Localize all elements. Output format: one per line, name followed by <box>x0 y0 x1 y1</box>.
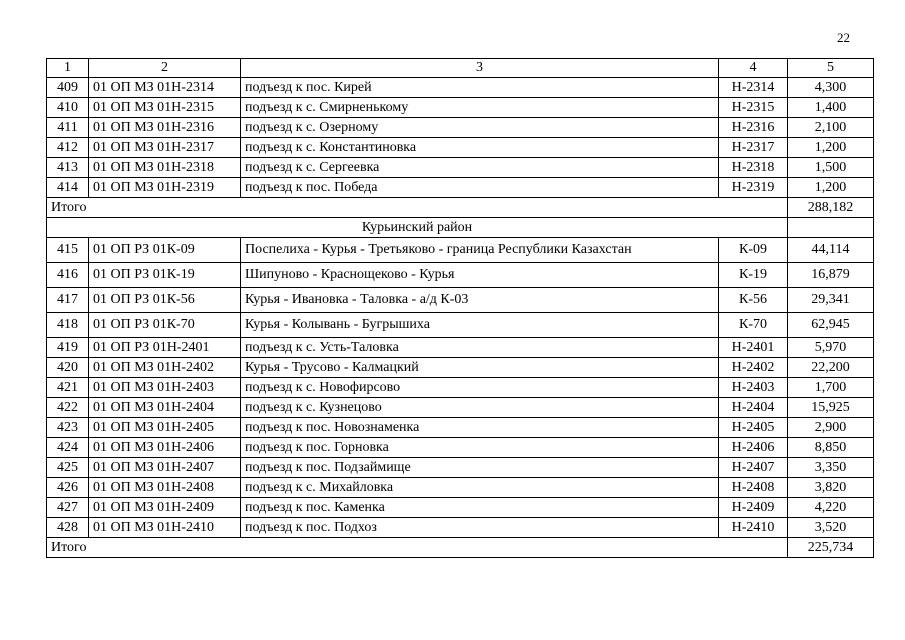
road-id-cell: 01 ОП МЗ 01Н-2407 <box>89 458 241 478</box>
column-header: 2 <box>89 59 241 78</box>
road-name-cell: подъезд к пос. Подхоз <box>241 518 719 538</box>
road-code-cell: Н-2410 <box>719 518 788 538</box>
table-row <box>47 438 874 458</box>
road-id-cell: 01 ОП РЗ 01К-56 <box>89 288 241 313</box>
road-name-cell: Шипуново - Краснощеково - Курья <box>241 263 719 288</box>
table-row <box>47 418 874 438</box>
road-code-cell: Н-2319 <box>719 178 788 198</box>
road-id-cell: 01 ОП МЗ 01Н-2316 <box>89 118 241 138</box>
road-name-cell: Поспелиха - Курья - Третьяково - граница Республики Казахстан <box>241 238 719 263</box>
row-number-cell: 420 <box>47 358 89 378</box>
column-header: 5 <box>788 59 874 78</box>
road-name-cell: Курья - Трусово - Калмацкий <box>241 358 719 378</box>
road-id-cell: 01 ОП МЗ 01Н-2409 <box>89 498 241 518</box>
road-id-cell: 01 ОП РЗ 01Н-2401 <box>89 338 241 358</box>
row-number-cell: 417 <box>47 288 89 313</box>
column-header: 1 <box>47 59 89 78</box>
road-length-cell: 2,100 <box>788 118 874 138</box>
row-number-cell: 414 <box>47 178 89 198</box>
table-row <box>47 458 874 478</box>
row-number-cell: 413 <box>47 158 89 178</box>
road-id-cell: 01 ОП МЗ 01Н-2403 <box>89 378 241 398</box>
table-header-row <box>47 59 874 78</box>
row-number-cell: 428 <box>47 518 89 538</box>
road-id-cell: 01 ОП РЗ 01К-19 <box>89 263 241 288</box>
total-value: 225,734 <box>788 538 874 558</box>
row-number-cell: 411 <box>47 118 89 138</box>
roads-table <box>46 58 874 558</box>
road-length-cell: 3,520 <box>788 518 874 538</box>
road-name-cell: подъезд к пос. Кирей <box>241 78 719 98</box>
road-code-cell: К-09 <box>719 238 788 263</box>
table-row <box>47 158 874 178</box>
road-id-cell: 01 ОП МЗ 01Н-2406 <box>89 438 241 458</box>
column-header: 3 <box>241 59 719 78</box>
road-name-cell: подъезд к с. Новофирсово <box>241 378 719 398</box>
road-name-cell: подъезд к пос. Подзаймище <box>241 458 719 478</box>
row-number-cell: 418 <box>47 313 89 338</box>
road-name-cell: Курья - Колывань - Бугрышиха <box>241 313 719 338</box>
table-row <box>47 478 874 498</box>
road-length-cell: 4,300 <box>788 78 874 98</box>
table-row <box>47 518 874 538</box>
road-name-cell: подъезд к с. Михайловка <box>241 478 719 498</box>
road-code-cell: Н-2403 <box>719 378 788 398</box>
table-row <box>47 98 874 118</box>
road-length-cell: 1,500 <box>788 158 874 178</box>
road-name-cell: подъезд к с. Константиновка <box>241 138 719 158</box>
row-number-cell: 425 <box>47 458 89 478</box>
road-name-cell: Курья - Ивановка - Таловка - а/д К-03 <box>241 288 719 313</box>
road-length-cell: 1,400 <box>788 98 874 118</box>
road-code-cell: К-19 <box>719 263 788 288</box>
road-length-cell: 16,879 <box>788 263 874 288</box>
road-code-cell: Н-2405 <box>719 418 788 438</box>
table-row <box>47 138 874 158</box>
road-id-cell: 01 ОП МЗ 01Н-2402 <box>89 358 241 378</box>
district-rows-bottom <box>47 238 874 538</box>
row-number-cell: 419 <box>47 338 89 358</box>
row-number-cell: 422 <box>47 398 89 418</box>
district-rows-top <box>47 78 874 198</box>
road-name-cell: подъезд к пос. Победа <box>241 178 719 198</box>
total-label: Итого <box>47 198 788 218</box>
road-code-cell: Н-2317 <box>719 138 788 158</box>
row-number-cell: 410 <box>47 98 89 118</box>
road-id-cell: 01 ОП РЗ 01К-09 <box>89 238 241 263</box>
road-code-cell: Н-2316 <box>719 118 788 138</box>
row-number-cell: 409 <box>47 78 89 98</box>
table-row <box>47 338 874 358</box>
road-length-cell: 29,341 <box>788 288 874 313</box>
table-row <box>47 263 874 288</box>
table-row <box>47 358 874 378</box>
road-id-cell: 01 ОП МЗ 01Н-2408 <box>89 478 241 498</box>
road-code-cell: Н-2314 <box>719 78 788 98</box>
road-id-cell: 01 ОП МЗ 01Н-2405 <box>89 418 241 438</box>
row-number-cell: 412 <box>47 138 89 158</box>
row-number-cell: 423 <box>47 418 89 438</box>
column-header: 4 <box>719 59 788 78</box>
road-code-cell: Н-2407 <box>719 458 788 478</box>
road-code-cell: Н-2315 <box>719 98 788 118</box>
road-name-cell: подъезд к пос. Новознаменка <box>241 418 719 438</box>
road-code-cell: К-56 <box>719 288 788 313</box>
road-id-cell: 01 ОП МЗ 01Н-2410 <box>89 518 241 538</box>
road-length-cell: 3,350 <box>788 458 874 478</box>
total-row <box>47 538 874 558</box>
table-row <box>47 178 874 198</box>
road-id-cell: 01 ОП МЗ 01Н-2318 <box>89 158 241 178</box>
total-value: 288,182 <box>788 198 874 218</box>
table-row <box>47 118 874 138</box>
road-code-cell: Н-2409 <box>719 498 788 518</box>
table-row <box>47 288 874 313</box>
road-length-cell: 1,700 <box>788 378 874 398</box>
table-row <box>47 238 874 263</box>
road-length-cell: 22,200 <box>788 358 874 378</box>
page-number: 22 <box>837 30 850 45</box>
road-code-cell: Н-2408 <box>719 478 788 498</box>
road-code-cell: Н-2404 <box>719 398 788 418</box>
road-length-cell: 15,925 <box>788 398 874 418</box>
road-length-cell: 3,820 <box>788 478 874 498</box>
road-length-cell: 5,970 <box>788 338 874 358</box>
road-id-cell: 01 ОП МЗ 01Н-2404 <box>89 398 241 418</box>
section-empty-cell <box>788 218 874 238</box>
road-id-cell: 01 ОП МЗ 01Н-2319 <box>89 178 241 198</box>
road-name-cell: подъезд к с. Озерному <box>241 118 719 138</box>
total-label: Итого <box>47 538 788 558</box>
table-row <box>47 313 874 338</box>
road-name-cell: подъезд к пос. Горновка <box>241 438 719 458</box>
road-length-cell: 44,114 <box>788 238 874 263</box>
road-length-cell: 8,850 <box>788 438 874 458</box>
road-code-cell: Н-2406 <box>719 438 788 458</box>
row-number-cell: 424 <box>47 438 89 458</box>
road-length-cell: 1,200 <box>788 178 874 198</box>
row-number-cell: 416 <box>47 263 89 288</box>
road-code-cell: Н-2401 <box>719 338 788 358</box>
total-row <box>47 198 874 218</box>
section-title: Курьинский район <box>47 218 788 238</box>
road-name-cell: подъезд к с. Кузнецово <box>241 398 719 418</box>
road-code-cell: Н-2318 <box>719 158 788 178</box>
road-code-cell: К-70 <box>719 313 788 338</box>
road-name-cell: подъезд к пос. Каменка <box>241 498 719 518</box>
road-id-cell: 01 ОП МЗ 01Н-2315 <box>89 98 241 118</box>
table-row <box>47 498 874 518</box>
row-number-cell: 426 <box>47 478 89 498</box>
table-row <box>47 78 874 98</box>
row-number-cell: 415 <box>47 238 89 263</box>
table-row <box>47 398 874 418</box>
road-code-cell: Н-2402 <box>719 358 788 378</box>
road-length-cell: 62,945 <box>788 313 874 338</box>
road-id-cell: 01 ОП РЗ 01К-70 <box>89 313 241 338</box>
road-name-cell: подъезд к с. Усть-Таловка <box>241 338 719 358</box>
road-id-cell: 01 ОП МЗ 01Н-2314 <box>89 78 241 98</box>
table-row <box>47 378 874 398</box>
road-id-cell: 01 ОП МЗ 01Н-2317 <box>89 138 241 158</box>
row-number-cell: 421 <box>47 378 89 398</box>
section-row <box>47 218 874 238</box>
road-length-cell: 2,900 <box>788 418 874 438</box>
road-length-cell: 4,220 <box>788 498 874 518</box>
row-number-cell: 427 <box>47 498 89 518</box>
road-name-cell: подъезд к с. Сергеевка <box>241 158 719 178</box>
road-name-cell: подъезд к с. Смирненькому <box>241 98 719 118</box>
road-length-cell: 1,200 <box>788 138 874 158</box>
